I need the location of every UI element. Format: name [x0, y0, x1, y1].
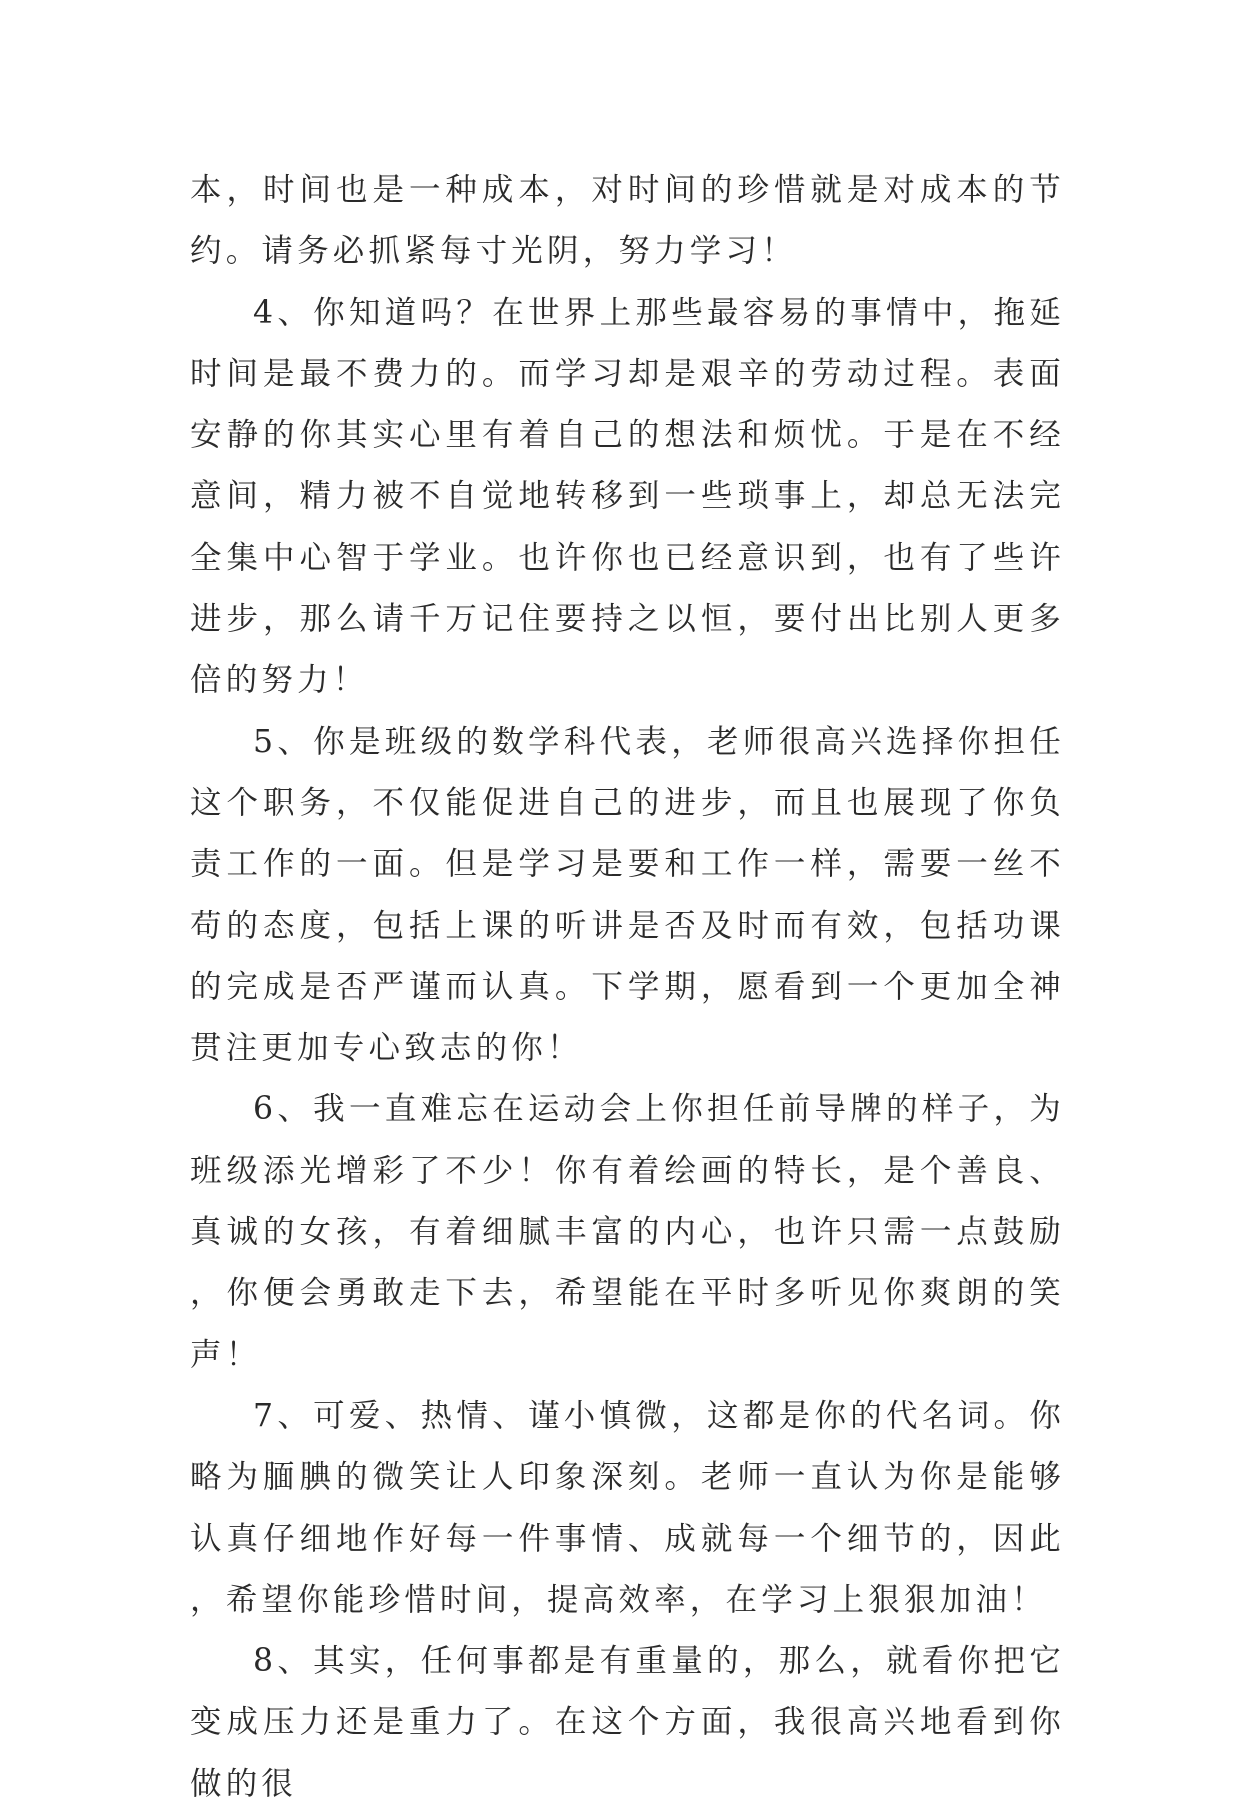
paragraph-8: 8、其实，任何事都是有重量的，那么，就看你把它变成压力还是重力了。在这个方面，我很高兴地看到你做的很 — [190, 1643, 1065, 1802]
paragraph-6: 6、我一直难忘在运动会上你担任前导牌的样子，为班级添光增彩了不少！你有着绘画的特长，是个善良、真诚的女孩，有着细腻丰富的内心，也许只需一点鼓励，你便会勇敢走下去，希望能在平时多听见你爽朗的笑声！ — [190, 1091, 1065, 1373]
paragraph-5: 5、你是班级的数学科代表，老师很高兴选择你担任这个职务，不仅能促进自己的进步，而且也展现了你负责工作的一面。但是学习是要和工作一样，需要一丝不苟的态度，包括上课的听讲是否及时而有效，包括功课的完成是否严谨而认真。下学期，愿看到一个更加全神贯注更加专心致志的你！ — [190, 723, 1065, 1067]
paragraph-7: 7、可爱、热情、谨小慎微，这都是你的代名词。你略为腼腆的微笑让人印象深刻。老师一直认为你是能够认真仔细地作好每一件事情、成就每一个细节的，因此，希望你能珍惜时间，提高效率，在学习上狠狠加油！ — [190, 1397, 1065, 1618]
paragraph-3-continuation: 本，时间也是一种成本，对时间的珍惜就是对成本的节约。请务必抓紧每寸光阴，努力学习！ — [190, 172, 1065, 270]
document-body — [190, 160, 1065, 1815]
paragraph-4: 4、你知道吗？在世界上那些最容易的事情中，拖延时间是最不费力的。而学习却是艰辛的劳动过程。表面安静的你其实心里有着自己的想法和烦忧。于是在不经意间，精力被不自觉地转移到一些琐事上，却总无法完全集中心智于学业。也许你也已经意识到，也有了些许进步，那么请千万记住要持之以恒，要付出比别人更多倍的努力！ — [190, 294, 1065, 699]
